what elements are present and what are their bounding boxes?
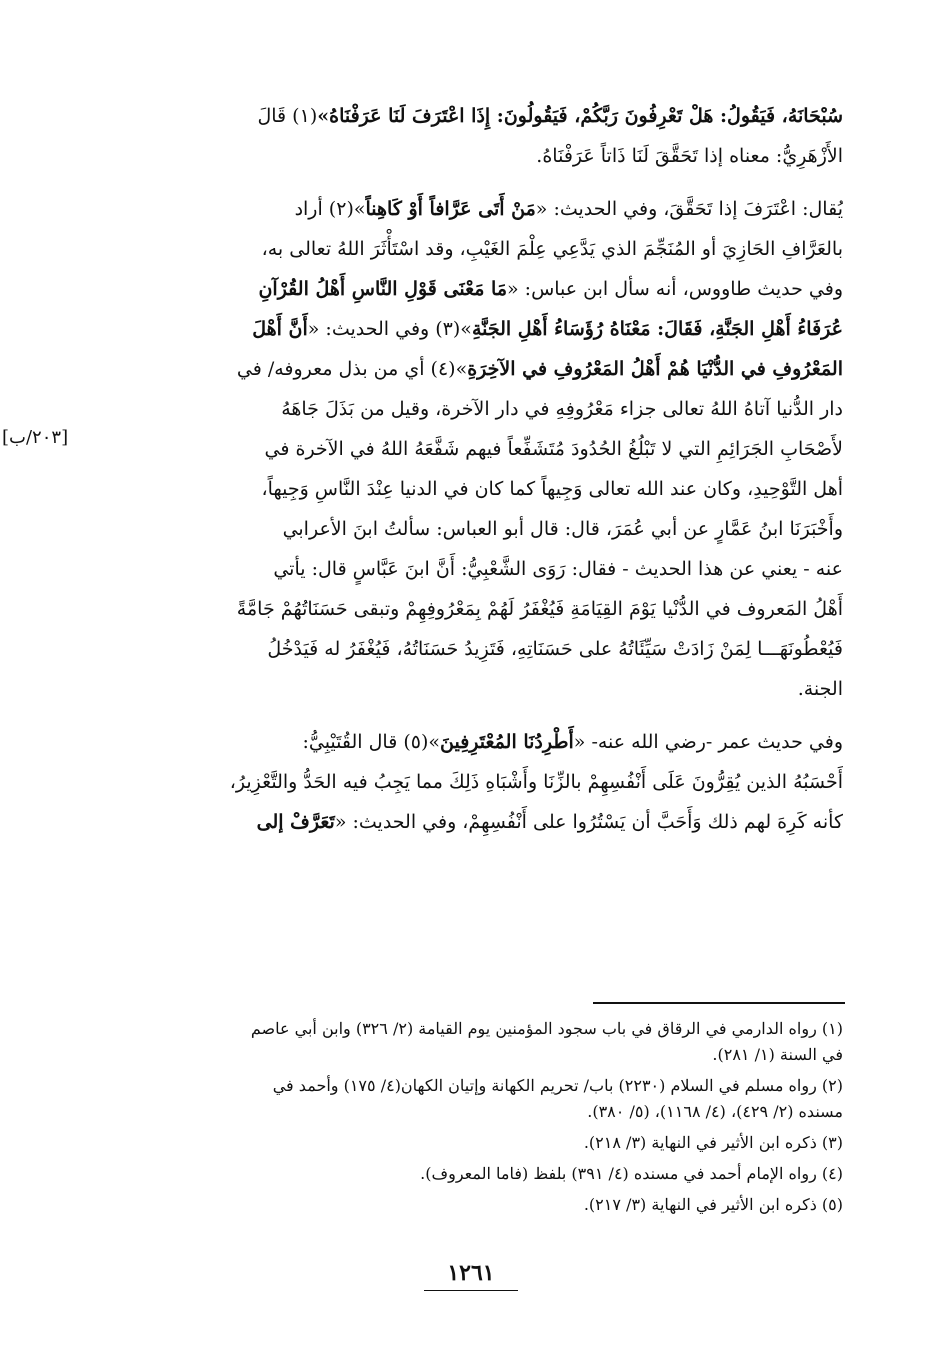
page-number: ١٢٦١ [447,1260,495,1286]
hadith-quote: عُرَفَاءُ أَهْلِ الجَنَّةِ، فَقَالَ: مَعْنَاهُ رُؤَسَاءُ أَهْلِ الجَنَّةِ [471,318,843,340]
hadith-quote: مَنْ أَتَى عَرَّافاً أَوْ كَاهِناً [365,198,536,220]
text-segment: »(٢) أراد [294,198,366,220]
footnote [138,1073,843,1125]
paragraph-gap [128,176,843,189]
hadith-quote: أَنَّ أَهْلَ [252,318,308,340]
text-line [128,309,843,349]
hadith-quote: تَعَرَّفْ إلى [256,811,335,833]
text-line [128,136,843,176]
text-line [128,229,843,269]
footnote [138,1161,843,1187]
text-segment: كأنه كَرِهَ لهم ذلك وَأَحَبَّ أن يَسْتُرُوا على أَنْفُسِهِمْ، وفي الحديث: « [334,811,843,833]
text-line [128,629,843,669]
footnote-line: (١) رواه الدارمي في الرقاق في باب سجود المؤمنين يوم القيامة (٢/ ٣٢٦) وابن أبي عاصم [250,1019,843,1038]
footnote-line: مسنده (٢/ ٤٢٩)، (٤/ ١١٦٨)، (٥/ ٣٨٠). [587,1102,843,1121]
footnotes [138,1016,843,1218]
text-line [128,349,843,389]
footnote [138,1192,843,1218]
page-number-underline [424,1290,518,1291]
text-line [128,722,843,762]
text-segment: الجنة. [797,678,843,700]
text-segment: أهل التَّوْحِيدِ، وكان عند الله تعالى وَجِيهاً كما كان في الدنيا عِنْدَ النَّاسِ وَجِيهاً، [261,478,843,500]
paragraph-gap [128,709,843,722]
text-segment: فَيُعْطُونَهَـــا لِمَنْ زَادَتْ سَيِّئَاتُهُ على حَسَنَاتِهِ، فَتَزِيدُ حَسَنَاتُهُ، فَيُغْفَرُ له فَيَدْخُلُ [267,638,843,660]
text-segment: وأَخْبَرَنَا ابنُ عَمَّارٍ عن أبي عُمَرَ، قال: قال أبو العباس: سألتُ ابنَ الأعرابي [282,518,843,540]
text-line [128,269,843,309]
footnote [138,1016,843,1068]
text-segment: أَحْسَبُهُ الذين يُقِرُّونَ عَلَى أَنْفُسِهِمْ بالزِّنَا وأَشْبَاهِ ذَلِكَ مما يَجِبُ فيه الحَدُّ والتَّعْزِيرُ، [229,771,843,793]
text-segment: (١) قَالَ [257,105,318,127]
folio-marker: [٢٠٣/ب] [2,427,69,448]
hadith-quote: مَا مَعْنَى قَوْلِ النَّاسِ أَهْلُ القُرْآنِ [258,278,507,300]
text-line [128,802,843,842]
text-line [128,189,843,229]
hadith-quote: المَعْرُوفِ في الدُّنْيَا هُمْ أَهْلُ المَعْرُوفِ في الآخِرَةِ [467,358,843,380]
text-segment: دار الدُّنيا آتاهُ اللهُ تعالى جزاء مَعْرُوفِهِ في دار الآخرة، وقيل من بَذَلَ جَاهَهُ [281,398,843,420]
text-line [128,96,843,136]
text-segment: »(٥) قال القُتَيْبِيُّ: [302,731,441,753]
text-segment: يُقال: اعْتَرَفَ إذا تَحَقَّقَ، وفي الحديث: « [535,198,843,220]
text-segment: لأَصْحَابِ الجَرَائِمِ التي لا تَبْلُغُ الحُدُودَ مُتَشَفِّعاً فيهم شَفَّعَهُ اللهُ في الآخرة في [264,438,843,460]
text-segment: عنه - يعني عن هذا الحديث - فقال: رَوَى الشَّعْبِيُّ: أَنَّ ابنَ عَبَّاسٍ قال: يأتي [273,558,843,580]
footnote-line: (٤) رواه الإمام أحمد في مسنده (٤/ ٣٩١) بلفظ (فاما المعروف). [420,1164,843,1183]
footnote-line: (٥) ذكره ابن الأثير في النهاية (٣/ ٢١٧). [583,1195,843,1214]
footnote [138,1130,843,1156]
hadith-quote: أَطْرِدُنَا المُعْتَرِفِينَ [440,731,574,753]
text-line [128,389,843,429]
text-segment: »(٣) وفي الحديث: « [307,318,472,340]
text-segment: وفي حديث طاووس، أنه سأل ابن عباس: « [507,278,843,300]
text-segment: وفي حديث عمر -رضي الله عنه- « [573,731,843,753]
text-line [128,669,843,709]
main-text [128,96,843,842]
text-line [128,469,843,509]
hadith-quote: سُبْحَانَهُ، فَيَقُولُ: هَلْ تَعْرِفُونَ رَبَّكُمْ، فَيَقُولُونَ: إِذَا اعْتَرَفَ لَنَا عَرَفْنَاهُ» [317,105,843,127]
footnote-line: (٣) ذكره ابن الأثير في النهاية (٣/ ٢١٨). [583,1133,843,1152]
text-line [128,509,843,549]
footnote-line: في السنة (١/ ٢٨١). [712,1045,843,1064]
text-segment: »(٤) أي من بذل معروفه/ في [236,358,468,380]
text-line [128,762,843,802]
text-line [128,589,843,629]
footnote-line: (٢) رواه مسلم في السلام (٢٢٣٠) باب/ تحريم الكهانة وإتيان الكهان(٤/ ١٧٥) وأحمد في [272,1076,843,1095]
text-line [128,429,843,469]
text-segment: بالعَرَّافِ الحَازِيَ أو المُنَجِّمَ الذي يَدَّعِي عِلْمَ الغَيْبِ، وقد اسْتَأْثَرَ اللهُ تعالى به، [261,238,843,260]
footnote-separator [593,1002,845,1004]
text-segment: الأَزْهَرِيُّ: معناه إذا تَحَقَّقَ لَنَا ذَاتاً عَرَفْنَاهُ. [536,145,843,167]
text-line [128,549,843,589]
text-segment: أَهْلُ المَعروف في الدُّنْيا يَوْمَ القِيَامَةِ فَيُغْفَرُ لَهُمْ بِمَعْرُوفِهِمْ وتبقى حَسَنَاتُهُمْ جَامَّةً [236,598,843,620]
